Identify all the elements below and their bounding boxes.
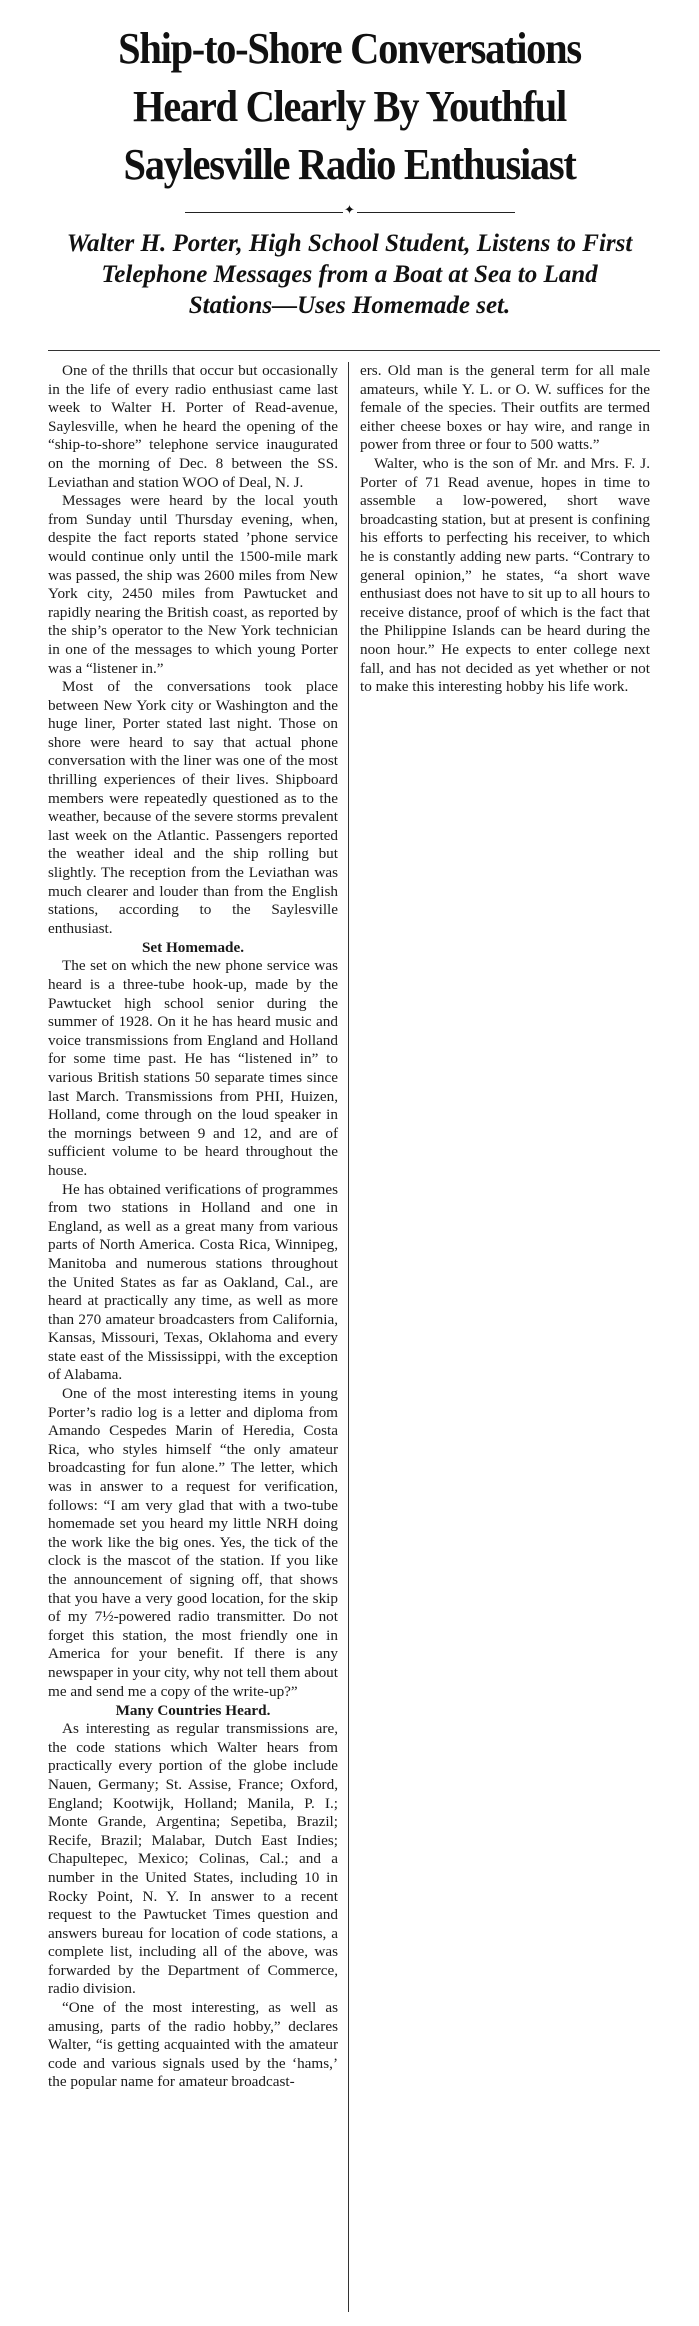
section-subhead: Set Homemade. xyxy=(141,939,245,957)
article-paragraph: One of the thrills that occur but occasionally in the life of every radio enthusiast came last week to Walter H. Porter of Read-avenue, Saylesville, when he heard the opening of the “ship-to-shore” telephone service inaugurated on the morning of Dec. 8 between the SS. Leviathan and station WOO of Deal, N. J. xyxy=(48,362,338,491)
article-paragraph: Most of the conversations took place between New York city or Washington and the huge liner, Porter stated last night. Those on shore were heard to say that actual phone conversation with the liner was one of the most thrilling experiences of their lives. Shipboard members were repeatedly questioned as to the weather, because of the severe storms prevalent last week on the Atlantic. Passengers reported the weather ideal and the ship rolling but slightly. The reception from the Leviathan was much clearer and louder than from the English stations, according to the Saylesville enthusiast. xyxy=(48,678,338,937)
article-paragraph: The set on which the new phone service was heard is a three-tube hook-up, made by the Pawtucket high school senior during the summer of 1928. On it he has heard music and voice transmissions from England and Holland for some time past. He has “listened in” to various British stations 50 separate times since last March. Transmissions from PHI, Huizen, Holland, come through on the loud speaker in the mornings between 9 and 12, and are of sufficient volume to be heard throughout the house. xyxy=(48,957,338,1179)
article-paragraph: Walter, who is the son of Mr. and Mrs. F. J. Porter of 71 Read avenue, hopes in time to assemble a low-powered, short wave broadcasting station, but at present is confining his efforts to perfecting his receiver, to which he is constantly adding new parts. “Contrary to general opinion,” he states, “a short wave enthusiast does not have to sit up to all hours to receive distance, proof of which is the fact that the Philippine Islands can be heard during the noon hour.” He expects to enter college next fall, and has not decided as yet whether or not to make this interesting hobby his life work. xyxy=(360,454,650,696)
subheadline-line-1: Walter H. Porter, High School Student, Listens to First xyxy=(66,230,633,257)
article-body xyxy=(48,362,660,2312)
subheadline-line-3: Stations—Uses Homemade set. xyxy=(188,292,511,319)
article-column-left xyxy=(48,362,338,2092)
headline xyxy=(0,20,699,194)
article-paragraph: Messages were heard by the local youth from Sunday until Thursday evening, when, despite the fact reports stated ’phone service would continue only until the 1500-mile mark was passed, the ship was 2600 miles from New York city, 2450 miles from Pawtucket and rapidly nearing the British coast, as reported by the ship’s operator to the New York technician in one of the messages to which young Porter was a “listener in.” xyxy=(48,492,338,677)
article-column-right xyxy=(360,362,650,697)
article-paragraph: “One of the most interesting, as well as amusing, parts of the radio hobby,” declares Walter, “is getting acquainted with the amateur code and various signals used by the ‘hams,’ the popular name for amateur broadcast- xyxy=(48,1999,338,2091)
headline-divider xyxy=(185,203,515,218)
column-divider xyxy=(348,362,349,2312)
headline-line-1: Ship-to-Shore Conversations xyxy=(118,24,581,73)
body-top-rule xyxy=(48,350,660,351)
article-paragraph: One of the most interesting items in young Porter’s radio log is a letter and diploma from Amando Cespedes Marin of Heredia, Costa Rica, who styles himself “the only amateur broadcasting for fun alone.” The letter, which was in answer to a request for verification, follows: “I am very glad that with a two-tube homemade set you heard my little NRH doing the work like the big ones. Yes, the tick of the clock is the mascot of the station. If you like the announcement of signing off, that shows that you have a very good location, for the skip of my 7½-powered radio transmitter. Do not forget this station, the most friendly one in America for your benefit. If there is any newspaper in your city, why not tell them about me and send me a copy of the write-up?” xyxy=(48,1385,338,1700)
star-ornament-icon: ✦ xyxy=(344,203,355,218)
subheadline-line-2: Telephone Messages from a Boat at Sea to Land xyxy=(101,261,598,288)
subheadline xyxy=(28,228,671,321)
headline-line-2: Heard Clearly By Youthful xyxy=(133,82,566,131)
article-paragraph: As interesting as regular transmissions are, the code stations which Walter hears from practically every portion of the globe include Nauen, Germany; St. Assise, France; Oxford, England; Kootwijk, Holland; Manila, P. I.; Monte Grande, Argentina; Sepetiba, Brazil; Recife, Brazil; Malabar, Dutch East Indies; Chapultepec, Mexico; Colinas, Cal.; and a number in the United States, including 10 in Rocky Point, N. Y. In answer to a recent request to the Pawtucket Times question and answers bureau for location of code stations, a complete list, including all of the above, was forwarded by the Department of Commerce, radio division. xyxy=(48,1720,338,1998)
article-paragraph: ers. Old man is the general term for all male amateurs, while Y. L. or O. W. suffices for the female of the species. Their outfits are termed either cheese boxes or hay wire, and range in power from three or four to 500 watts.” xyxy=(360,362,650,454)
section-subhead: Many Countries Heard. xyxy=(115,1702,271,1720)
headline-line-3: Saylesville Radio Enthusiast xyxy=(123,140,576,189)
article-paragraph: He has obtained verifications of programmes from two stations in Holland and one in England, as well as a great many from various parts of North America. Costa Rica, Winnipeg, Manitoba and numerous stations throughout the United States as far as Oakland, Cal., are heard at practically any time, as well as more than 270 amateur broadcasters from California, Kansas, Missouri, Texas, Oklahoma and every state east of the Mississippi, with the exception of Alabama. xyxy=(48,1180,338,1384)
